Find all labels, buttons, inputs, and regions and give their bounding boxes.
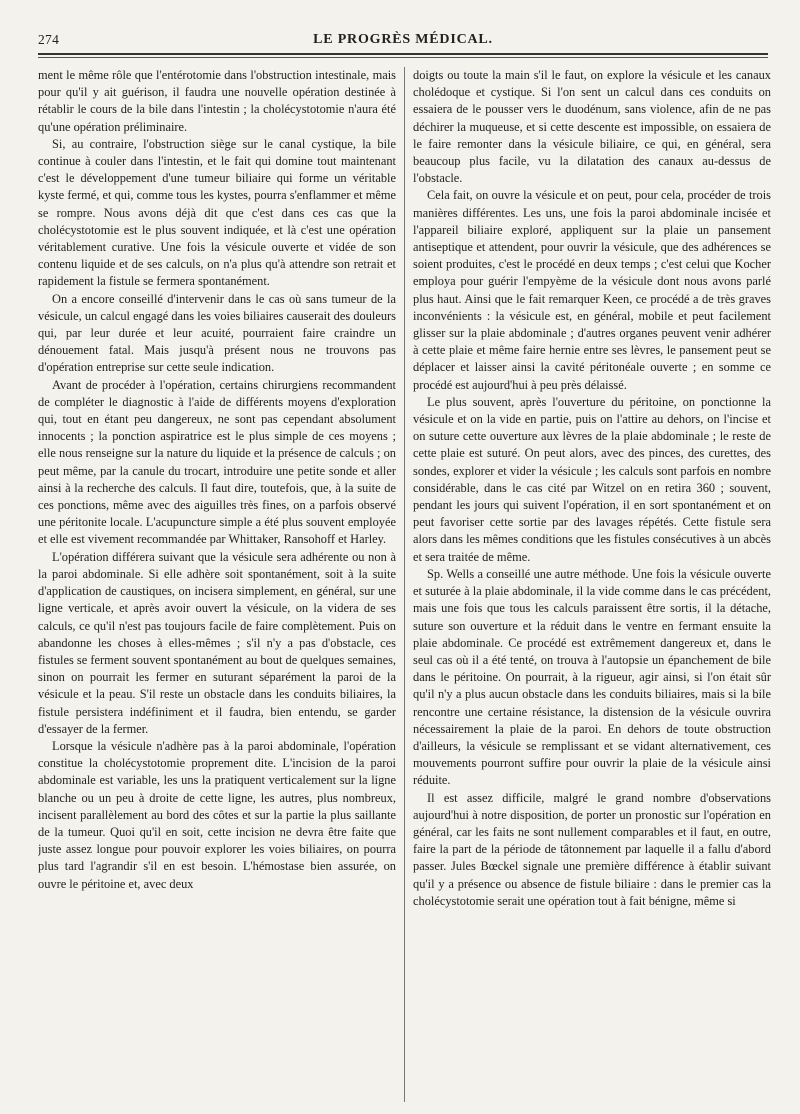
page-number: 274 <box>38 32 60 47</box>
paragraph: doigts ou toute la main s'il le faut, on explore la vésicule et les canaux cholédoque et cystique. Si l'on sent un calcul dans ces conduits on essaiera de le pousser vers le duodénum, sans violence, afin de ne pas déchirer la muqueuse, et si cette descente est impossible, on essaiera de le faire remonter dans la vésicule biliaire, ce qui, en général, sera beaucoup plus facile, vu la dilatation des canaux au-dessus de l'obstacle. <box>413 68 771 186</box>
header-rule <box>38 53 768 55</box>
journal-title: LE PROGRÈS MÉDICAL. <box>313 32 493 47</box>
right-column <box>413 67 771 1107</box>
paragraph: ment le même rôle que l'entérotomie dans l'obstruction intestinale, mais pour qu'il y ait guérison, il faudra une nouvelle opération destinée à rétablir le cours de la bile dans l'intestin ; la cholécystotomie n'aura été qu'une opération préliminaire. <box>38 68 396 134</box>
paragraph: On a encore conseillé d'intervenir dans le cas où sans tumeur de la vésicule, un calcul engagé dans les voies biliaires causerait des douleurs qui, par leur durée et leur acuité, pourraient faire craindre un dénouement fatal. Mais jusqu'à présent nous ne trouvons pas d'opération entreprise sur cette seule indication. <box>38 291 396 375</box>
paragraph: Cela fait, on ouvre la vésicule et on peut, pour cela, procéder de trois manières différentes. Les uns, une fois la paroi abdominale incisée et l'appareil biliaire exploré, appliquent sur la plaie un pansement antiseptique et attendent, pour ouvrir la vésicule, que des adhérences se soient produites, c'est le procédé en deux temps ; c'est celui que Kocher employa pour guérir l'empyème de la vésicule dont nous avons parlé plus haut. Ainsi que le fait remarquer Keen, ce procédé a de très graves inconvénients : la vésicule est, en général, mobile et peut facilement glisser sur la plaie abdominale ; d'autres organes peuvent venir adhérer à cette plaie et même faire hernie entre ses lèvres, le pansement peut se déplacer et laisser ainsi la cavité péritonéale ouverte ; en somme ce procédé est aujourd'hui à peu près délaissé. <box>413 188 771 392</box>
paragraph: Sp. Wells a conseillé une autre méthode. Une fois la vésicule ouverte et suturée à la plaie abdominale, il la vide comme dans le cas précédent, mais une fois que tous les calculs paraissent être sortis, il la détache, suture son ouverture et la réduit dans le ventre en fermant ensuite la plaie abdominale. Ce procédé est extrêmement dangereux et, dans le seul cas où il a été tenté, on trouva à l'autopsie un épanchement de bile dans le péritoine. On pourrait, à la rigueur, agir ainsi, si l'on était sûr qu'il n'y a plus aucun obstacle dans les conduits biliaires, mais si la bile rencontre une certaine résistance, la distension de la vésicule ouvrira nécessairement la plaie de la paroi. En dehors de toute obstruction d'ailleurs, la vésicule se remplissant et se vidant alternativement, ces mouvements pourront suffire pour ouvrir la plaie de la vésicule ainsi réduite. <box>413 566 771 788</box>
paragraph: Avant de procéder à l'opération, certains chirurgiens recommandent de compléter le diagnostic à l'aide de différents moyens d'exploration qui, tout en étant peu dangereux, ne sont pas cependant absolument innocents ; la ponction aspiratrice est le plus simple de ces moyens ; elle nous renseigne sur la nature du liquide et la présence de calculs ; on peut même, par la canule du trocart, introduire une petite sonde et aller ainsi à la recherche des calculs. Il faut dire, toutefois, que, à la suite de ces ponctions, même avec des aiguilles très fines, on a parfois observé une péritonite locale. L'acupuncture simple a été plus souvent employée et elle est vivement recommandée par Whittaker, Ransohoff et Harley. <box>38 377 396 547</box>
page-header <box>38 30 768 52</box>
paragraph: Si, au contraire, l'obstruction siège sur le canal cystique, la bile continue à couler dans l'intestin, et le fait qui domine tout maintenant c'est le développement d'une tumeur biliaire qui forme un véritable kyste fermé, et qui, comme tous les kystes, pourra s'enflammer et même se rompre. Nous avons déjà dit que c'est dans ces cas que la cholécystotomie est le plus souvent indiquée, et là c'est une opération véritablement curative. Une fois la vésicule ouverte et vidée de son contenu liquide et de ses calculs, on n'a plus qu'à attendre son retrait et rapidement la fistule se fermera spontanément. <box>38 136 396 289</box>
paragraph: L'opération différera suivant que la vésicule sera adhérente ou non à la paroi abdominale. Si elle adhère soit spontanément, soit à la suite d'application de caustiques, on incisera simplement, en général, sur une ligne verticale, et après avoir ouvert la vésicule, on la videra de ses calculs, ce qu'il n'est pas toujours facile de faire complètement. Puis on abandonne les choses à elles-mêmes ; s'il n'y a pas d'obstacle, ces fistules se ferment souvent spontanément au bout de quelques semaines, sinon on pourrait les fermer en suturant séparément la paroi de la vésicule et la peau. S'il reste un obstacle dans les conduits biliaires, la fistule persistera indéfiniment et il faudra, bien entendu, se garder d'essayer de la fermer. <box>38 549 396 736</box>
header-rule-thin <box>38 57 768 58</box>
column-divider <box>404 67 405 1102</box>
paragraph: Il est assez difficile, malgré le grand nombre d'observations aujourd'hui à notre disposition, de porter un pronostic sur l'opération en général, car les faits ne sont nullement comparables et il faut, en outre, faire la part de la période de tâtonnement par laquelle il a fallu d'abord passer. Jules Bœckel signale une première différence à établir suivant qu'il y a présence ou absence de fistule biliaire : dans le premier cas la cholécystotomie serait une opération tout à fait bénigne, même si <box>413 790 771 908</box>
left-column <box>38 67 396 1107</box>
paragraph: Le plus souvent, après l'ouverture du péritoine, on ponctionne la vésicule et on la vide en partie, puis on l'attire au dehors, on l'incise et on suture cette ouverture aux lèvres de la plaie abdominale ; le reste de cette plaie est suturé. On peut alors, avec des pinces, des curettes, des sondes, explorer et vider la vésicule ; les calculs sont parfois en nombre considérable, dans le cas cité par Witzel on en retira 360 ; souvent, pendant les jours qui suivent l'opération, il en sort spontanément et on peut favoriser cette sortie par des lavages répétés. Cette fistule sera alors dans les mêmes conditions que les fistules consécutives à un abcès et sera traitée de même. <box>413 394 771 564</box>
paragraph: Lorsque la vésicule n'adhère pas à la paroi abdominale, l'opération constitue la cholécystotomie proprement dite. L'incision de la paroi abdominale est variable, les uns la pratiquent verticalement sur la ligne blanche ou un peu à droite de cette ligne, les autres, plus nombreux, incisent parallèlement au bord des côtes et sur la partie la plus saillante de la tumeur. Quoi qu'il en soit, cette incision ne devra être faite que juste assez longue pour pouvoir explorer les voies biliaires, on pourra plus tard l'agrandir s'il en est besoin. L'hémostase bien assurée, on ouvre le péritoine et, avec deux <box>38 738 396 891</box>
